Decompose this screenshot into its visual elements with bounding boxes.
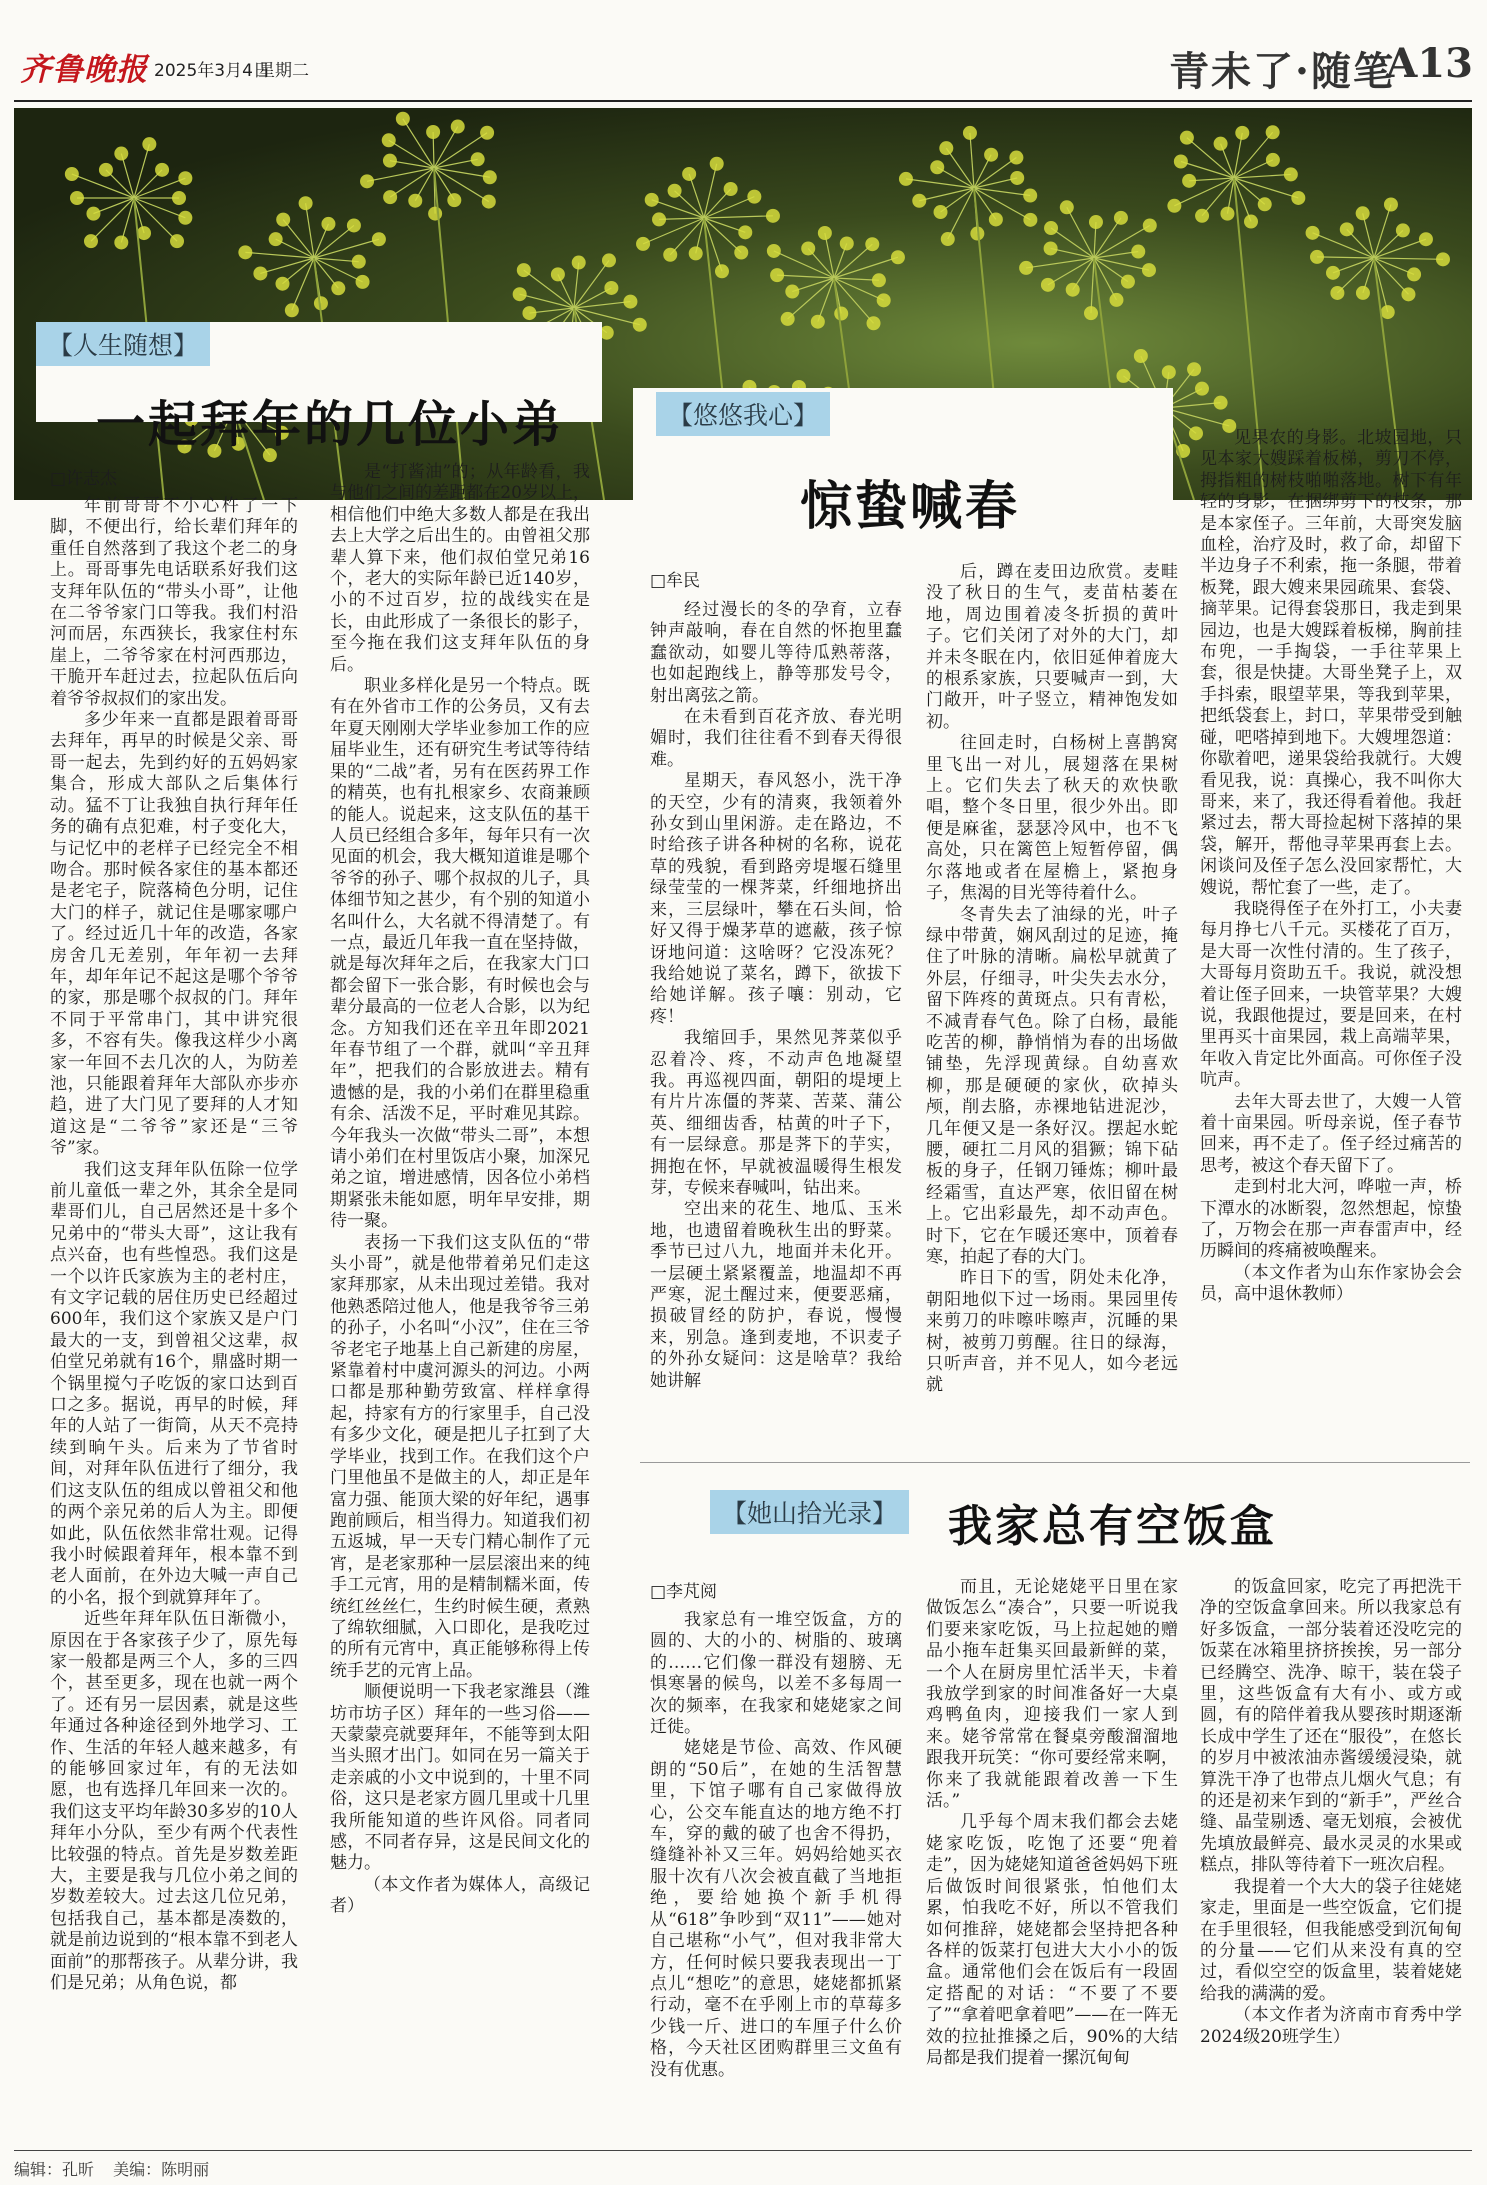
paragraph: 是“打酱油”的；从年龄看，我与他们之间的差距都在20岁以上，相信他们中绝大多数人都是在我出去上大学之后出生的。由曾祖父那辈人算下来，他们叔伯堂兄弟16个，老大的实际年龄已近140岁，小的不过百岁，拉的战线实在是长，由此形成了一条很长的影子，至今拖在我们这支拜年队伍的身后。 [330,462,590,675]
article2-column-1 [650,600,902,1450]
paragraph: 顺便说明一下我老家潍县（潍坊市坊子区）拜年的一些习俗——天蒙蒙亮就要拜年，不能等到太阳当头照才出门。如同在另一篇关于走亲戚的小文中说到的，十里不同俗，这只是老家方圆几里或十几里我所能知道的些许风俗。同者同感，不同者存异，这是民间文化的魅力。 [330,1682,590,1874]
article3-author: □李芃阅 [650,1582,718,1602]
article3-tag: 【她山拾光录】 [710,1490,909,1534]
paragraph: 我晓得侄子在外打工，小夫妻每月挣七八千元。买楼花了百万，是大哥一次性付清的。生了孩子，大哥每月资助五千。我说，就没想着让侄子回来，一块管苹果？大嫂说，我跟他提过，要是回来，在村里再买十亩果园，栽上高端苹果，年收入肯定比外面高。可你侄子没吭声。 [1200,898,1462,1091]
paragraph: 去年大哥去世了，大嫂一人管着十亩果园。听母亲说，侄子春节回来，再不走了。侄子经过痛苦的思考，被这个春天留下了。 [1200,1091,1462,1176]
paragraph: 往回走时，白杨树上喜鹊窝里飞出一对儿，展翅落在果树上。它们失去了秋天的欢快歌唱，整个冬日里，很少外出。即便是麻雀，瑟瑟冷风中，也不飞高处，只在篱笆上短暂停留，偶尔落地或者在屋檐上，紧抱身子，焦渴的目光等待着什么。 [926,733,1178,904]
paragraph: 表扬一下我们这支队伍的“带头小哥”，就是他带着弟兄们走这家拜那家，从未出现过差错。我对他熟悉陪过他人，他是我爷爷三弟的孙子，小名叫“小汉”，住在三爷爷老宅子地基上自己新建的房屋，紧靠着村中虞河源头的河边。小两口都是那种勤劳致富、样样拿得起，持家有方的行家里手，自己没有多少文化，硬是把儿子扛到了大学毕业，找到工作。在我们这个户门里他虽不是做主的人，却正是年富力强、能顶大梁的好年纪，遇事跑前顾后，相当得力。知道我们初五返城，早一天专门精心制作了元宵，是老家那种一层层滚出来的纯手工元宵，用的是精制糯米面，传统红丝丝仁，生约时候生硬，煮熟了绵软细腻，入口即化，是我吃过的所有元宵中，真正能够称得上传统手艺的元宵上品。 [330,1232,590,1681]
paper-logo: 齐鲁晚报 [20,52,148,88]
paragraph: 姥姥是节俭、高效、作风硬朗的“50后”，在她的生活智慧里，下馆子哪有自己家做得放心，公交车能直达的地方绝不打车，穿的戴的破了也舍不得扔，缝缝补补又三年。妈妈给她买衣服十次有八次会被直截了当地拒绝，要给她换个新手机得从“618”争吵到“双11”——她对自己堪称“小气”，但对我非常大方，任何时候只要我表现出一丁点儿“想吃”的意思，姥姥都抓紧行动，毫不在乎刚上市的草莓多少钱一斤、进口的车厘子什么价格，今天社区团购群里三文鱼有没有优惠。 [650,1738,902,2080]
article3-column-3 [1200,1577,1462,2140]
article2-column-3 [1200,428,1462,1450]
paragraph: 走到村北大河，哗啦一声，桥下潭水的冰断裂，忽然想起，惊蛰了，万物会在那一声春雷声中，经历瞬间的疼痛被唤醒来。 [1200,1177,1462,1262]
paragraph: 昨日下的雪，阴处未化净，朝阳地似下过一场雨。果园里传来剪刀的咔嚓咔嚓声，沉睡的果树，被剪刀剪醒。往日的绿海，只听声音，并不见人，如今老远就 [926,1268,1178,1396]
paragraph: 我提着一个大大的袋子往姥姥家走，里面是一些空饭盒，它们提在手里很轻，但我能感受到沉甸甸的分量——它们从来没有真的空过，看似空空的饭盒里，装着姥姥给我的满满的爱。 [1200,1876,1462,2004]
paragraph: 在未看到百花齐放、春光明媚时，我们往往看不到春天得很难。 [650,707,902,770]
paragraph: 而且，无论姥姥平日里在家做饭怎么“凑合”，只要一听说我们要来家吃饭，马上拉起她的赠品小拖车赶集买回最新鲜的菜，一个人在厨房里忙活半天，卡着我放学到家的时间准备好一大桌鸡鸭鱼肉，迎接我们一家人到来。姥爷常常在餐桌旁酸溜溜地跟我开玩笑：“你可要经常来啊，你来了我就能跟着改善一下生活。” [926,1577,1178,1812]
article1-author: □许志杰 [50,469,118,489]
section-name: 青未了·随笔 [1169,48,1395,95]
issue-weekday: 星期二 [258,61,309,81]
article1-title: 一起拜年的几位小弟 [96,395,565,453]
paragraph: 的饭盒回家，吃完了再把洗干净的空饭盒拿回来。所以我家总有好多饭盒，一部分装着还没吃完的饭菜在冰箱里挤挤挨挨，另一部分已经腾空、洗净、晾干，装在袋子里，这些饭盒有大有小、或方或圆，有的陪伴着我从婴孩时期逐渐长成中学生了还在“服役”，在悠长的岁月中被浓油赤酱缓缓浸染，就算洗干净了也带点儿烟火气息；有的还是初来乍到的“新手”，严丝合缝、晶莹剔透、毫无划痕，会被优先填放最鲜亮、最水灵灵的水果或糕点，排队等待着下一班次启程。 [1200,1577,1462,1876]
paragraph: 经过漫长的冬的孕育，立春钟声敲响，春在自然的怀抱里蠢蠢欲动，如婴儿等待瓜熟蒂落，也如起跑线上，静等那发号令，射出离弦之箭。 [650,600,902,706]
article2-column-2 [926,562,1178,1450]
paragraph: 多少年来一直都是跟着哥哥去拜年，再早的时候是父亲、哥哥一起去，先到约好的五妈妈家集合，形成大部队之后集体行动。猛不丁让我独自执行拜年任务的确有点犯难，村子变化大，与记忆中的老样子已经完全不相吻合。那时候各家住的基本都还是老宅子，院落椅色分明，记住大门的样子，就记住是哪家哪户了。经过近几十年的改造，各家房舍几无差别，年年初一去拜年，却年年记不起这是哪个爷爷的家，那是哪个叔叔的门。拜年不同于平常串门，其中讲究很多，不容有失。像我这样少小离家一年回不去几次的人，为防差池，只能跟着拜年大部队亦步亦趋，进了大门见了要拜的人才知道这是“二爷爷”家还是“三爷爷”家。 [50,710,298,1159]
footer-editor: 编辑：孔昕 [14,2160,95,2179]
footer-rule [14,2150,1472,2151]
paragraph: 后，蹲在麦田边欣赏。麦畦没了秋日的生气，麦苗枯萎在地，周边围着凌冬折损的黄叶子。它们关闭了对外的大门，却并未冬眠在内，依旧延伸着庞大的根系家族，只要喊声一到，大门敞开，叶子竖立，精神饱发如初。 [926,562,1178,732]
article1-column-2 [330,462,590,2130]
section-divider [640,1462,1470,1463]
author-note: （本文作者为山东作家协会会员，高中退休教师） [1200,1262,1462,1305]
article2-tag: 【悠悠我心】 [656,392,830,436]
paragraph: 星期天，春风怒小，洗干净的天空，少有的清爽，我领着外孙女到山里闲游。走在路边，不时给孩子讲各种树的名称，说花草的残貌，看到路旁堤堰石缝里绿莹莹的一棵荠菜，纤细地挤出来，三层绿叶，攀在石头间，恰好又得于燥茅草的遮蔽，孩子惊讶地问道：这啥呀？它没冻死？我给她说了菜名，蹲下，欲拔下给她详解。孩子嚷：别动，它疼！ [650,771,902,1027]
issue-date: 2025年3月4日 [154,61,270,81]
paragraph: 职业多样化是另一个特点。既有在外省市工作的公务员，又有去年夏天刚刚大学毕业参加工作的应届毕业生，还有研究生考试等待结果的“二战”者，另有在医药界工作的精英，也有扎根家乡、农商兼顾的能人。说起来，这支队伍的基干人员已经组合多年，每年只有一次见面的机会，我大概知道谁是哪个爷爷的孙子、哪个叔叔的儿子，具体细节知之甚少，有个别的知道小名叫什么，大名就不得清楚了。有一点，最近几年我一直在坚持做，就是每次拜年之后，在我家大门口都会留下一张合影，有时候也会与辈分最高的一位老人合影，以为纪念。方知我们还在辛丑年即2021年春节组了一个群，就叫“辛丑拜年”，把我们的合影放进去。精有遗憾的是，我的小弟们在群里稳重有余、活泼不足，平时难见其踪。今年我头一次做“带头二哥”，本想请小弟们在村里饭店小聚，加深兄弟之谊，增进感情，因各位小弟档期紧张未能如愿，明年早安排，期待一聚。 [330,676,590,1232]
footer-designer: 美编：陈明丽 [113,2160,210,2179]
paragraph: 见果农的身影。北坡园地，只见本家大嫂踩着板梯，剪刀不停，拇指粗的树枝啪啪落地。树下有年轻的身影，在捆绑剪下的枝条，那是本家侄子。三年前，大哥突发脑血栓，治疗及时，救了命，却留下半边身子不利索，拖一条腿，带着板凳，跟大嫂来果园疏果、套袋、摘苹果。记得套袋那日，我走到果园边，也是大嫂踩着板梯，胸前挂布兜，一手掏袋，一手往苹果上套，很是快捷。大哥坐凳子上，双手抖索，眼望苹果，等我到苹果，把纸袋套上，封口，苹果带受到触碰，吧嗒掉到地下。大嫂埋怨道：你歇着吧，递果袋给我就行。大嫂看见我，说：真操心，我不叫你大哥来，来了，我还得看着他。我赶紧过去，帮大哥捡起树下落掉的果袋，解开，帮他寻苹果再套上去。闲谈问及侄子怎么没回家帮忙，大嫂说，帮忙套了一些，走了。 [1200,428,1462,898]
page-number: A13 [1386,40,1473,87]
paragraph: 近些年拜年队伍日渐微小，原因在于各家孩子少了，原先每家一般都是两三个人，多的三四个，甚至更多，现在也就一两个了。还有另一层因素，就是这些年通过各种途径到外地学习、工作、生活的年轻人越来越多，有的能够回家过年，有的无法如愿，也有选择几年回来一次的。我们这支平均年龄30多岁的10人拜年小分队，至少有两个代表性比较强的特点。首先是岁数差距大，主要是我与几位小弟之间的岁数差较大。过去这几位兄弟，包括我自己，基本都是凑数的，就是前边说到的“根本靠不到老人面前”的那帮孩子。从辈分讲，我们是兄弟；从角色说，都 [50,1609,298,1994]
article3-column-1 [650,1610,902,2140]
article2-author: □牟民 [650,571,701,591]
article3-column-2 [926,1577,1178,2140]
article2-title: 惊蛰喊春 [800,476,1021,537]
paragraph: 空出来的花生、地瓜、玉米地，也遗留着晚秋生出的野菜。季节已过八九，地面并未化开。一层硬土紧紧覆盖，地温却不再严寒，泥土醒过来，便要恶痛，损破冒经的防护，春说，慢慢来，别急。逢到麦地，不识麦子的外孙女疑问：这是啥草？我给她讲解 [650,1199,902,1391]
paragraph: 冬青失去了油绿的光，叶子绿中带黄，娴风刮过的足迹，掩住了叶脉的清晰。扁松早就黄了外层，仔细寻，叶尖失去水分，留下阵疼的黄斑点。只有青松，不减青春气色。除了白杨，最能吃苦的柳，静悄悄为春的出场做铺垫，先浮现黄绿。自幼喜欢柳，那是硬硬的家伙，砍掉头颅，削去胳，赤裸地钻进泥沙，几年便又是一条好汉。摆起水蛇腰，硬扛二月风的猖獗；锦下砧板的身子，任钢刀锤炼；柳叶最经霜雪，直达严寒，依旧留在树上。它出彩最先，却不动声色。时下，它在乍暖还寒中，顶着春寒，拍起了春的大门。 [926,904,1178,1267]
author-note: （本文作者为媒体人，高级记者） [330,1874,590,1917]
paragraph: 我们这支拜年队伍除一位学前儿童低一辈之外，其余全是同辈哥们儿，自己居然还是十多个兄弟中的“带头大哥”，这让我有点兴奋，也有些惶恐。我们这是一个以许氏家族为主的老村庄，有文字记载的居住历史已经超过600年，我们这个家族又是户门最大的一支，到曾祖父这辈，叔伯堂兄弟就有16个，鼎盛时期一个锅里搅勺子吃饭的家口达到百口之多。据说，再早的时候，拜年的人站了一街筒，从天不亮持续到晌午头。后来为了节省时间，对拜年队伍进行了细分，我们这支队伍的组成以曾祖父和他的两个亲兄弟的后人为主。即便如此，队伍依然非常壮观。记得我小时候跟着拜年，根本靠不到老人面前，在外边大喊一声自己的小名，报个到就算拜年了。 [50,1159,298,1608]
article3-title: 我家总有空饭盒 [948,1501,1277,1552]
article1-column-1 [50,496,298,2130]
masthead [0,0,1487,108]
paragraph: 我家总有一堆空饭盒，方的圆的、大的小的、树脂的、玻璃的……它们像一群没有翅膀、无惧寒暑的候鸟，以差不多每周一次的频率，在我家和姥姥家之间迁徙。 [650,1610,902,1738]
header-rule [14,100,1472,102]
paragraph: 年前哥哥不小心杵了一下脚，不便出行，给长辈们拜年的重任自然落到了我这个老二的身上。哥哥事先电话联系好我们这支拜年队伍的“带头小哥”，让他在二爷爷家门口等我。我们村沿河而居，东西狭长，我家住村东崖上，二爷爷家在村河西那边，干脆开车赶过去，拉起队伍后向着爷爷叔叔们的家出发。 [50,496,298,709]
footer-credits [14,2157,209,2180]
author-note: （本文作者为济南市育秀中学2024级20班学生） [1200,2005,1462,2047]
article1-tag: 【人生随想】 [36,322,210,366]
paragraph: 几乎每个周末我们都会去姥姥家吃饭，吃饱了还要“兜着走”，因为姥姥知道爸爸妈妈下班后做饭时间很紧张，怕他们太累，怕我吃不好，所以不管我们如何推辞，姥姥都会坚持把各种各样的饭菜打包进大大小小的饭盒。通常他们会在饭后有一段固定搭配的对话：“不要了不要了”“拿着吧拿着吧”——在一阵无效的拉扯推搡之后，90%的大结局都是我们提着一摞沉甸甸 [926,1812,1178,2068]
paragraph: 我缩回手，果然见荠菜似乎忍着冷、疼，不动声色地凝望我。再巡视四面，朝阳的堤埂上有片片冻僵的荠菜、苦菜、蒲公英、细细齿香，枯黄的叶子下，有一层绿意。那是荠下的芋实，拥抱在怀，早就被温暖得生根发芽，专候来春喊叫，钻出来。 [650,1028,902,1198]
